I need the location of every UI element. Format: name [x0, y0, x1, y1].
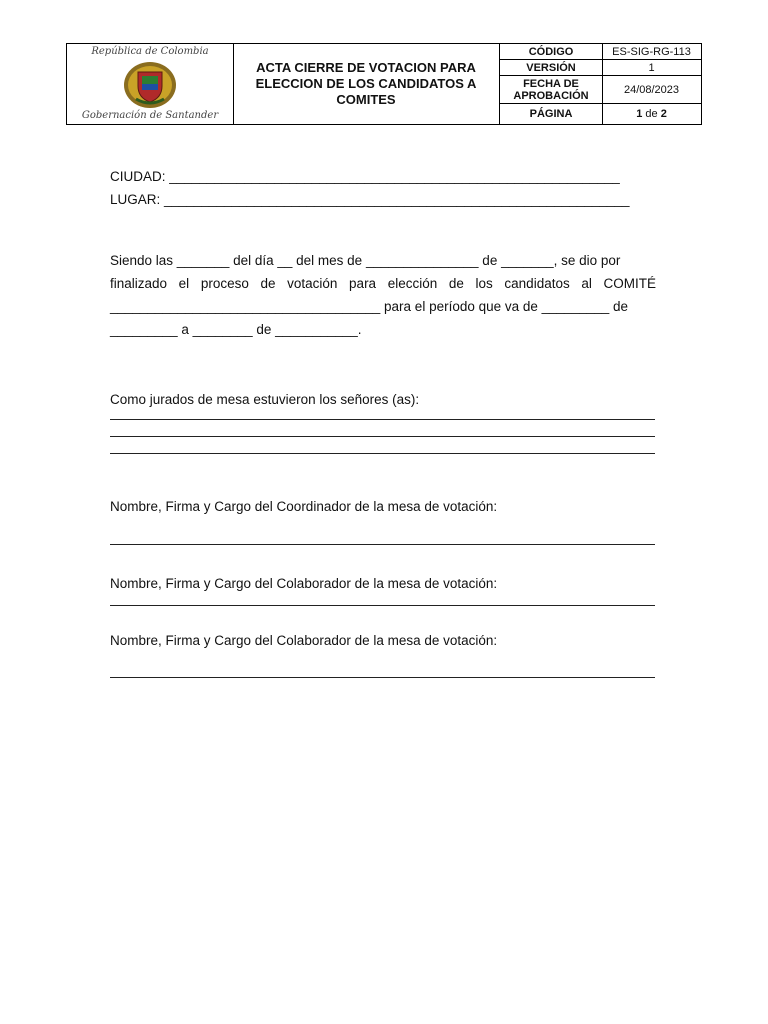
coat-of-arms-logo	[120, 59, 180, 111]
logo-bottom-text: Gobernación de Santander	[81, 110, 219, 121]
colaborador-1-signature-line	[110, 605, 655, 606]
colaborador-2-label: Nombre, Firma y Cargo del Colaborador de la mesa de votación:	[110, 633, 498, 648]
logo-top-text: República de Colombia	[91, 46, 209, 57]
paragraph-line-2: finalizado el proceso de votación para elección de los candidatos al COMITÉ	[110, 276, 656, 291]
codigo-label: CÓDIGO	[500, 44, 603, 59]
paragraph-line-1: Siendo las _______ del día __ del mes de _______________ de _______, se dio por	[110, 253, 621, 268]
paragraph-line-3: ____________________________________ para el período que va de _________ de	[110, 299, 628, 314]
version-row	[500, 60, 701, 76]
jurado-line	[110, 419, 655, 420]
fecha-row	[500, 76, 701, 104]
pagina-total: 2	[660, 108, 667, 120]
pagina-value	[602, 104, 701, 124]
pagina-row	[500, 104, 701, 124]
coordinador-label: Nombre, Firma y Cargo del Coordinador de la mesa de votación:	[110, 499, 498, 514]
jurados-label: Como jurados de mesa estuvieron los señores (as):	[110, 392, 420, 407]
fecha-label: FECHA DE APROBACIÓN	[500, 76, 603, 103]
jurado-line	[110, 436, 655, 437]
jurado-line	[110, 453, 655, 454]
codigo-row	[500, 44, 701, 60]
pagina-label: PÁGINA	[500, 104, 603, 124]
version-label: VERSIÓN	[500, 60, 603, 75]
pagina-of: de	[645, 108, 658, 120]
logo-cell	[67, 44, 234, 124]
colaborador-2-signature-line	[110, 677, 655, 678]
ciudad-field: CIUDAD: ____________________________________________________________	[110, 169, 620, 184]
document-header	[66, 43, 702, 125]
colaborador-1-label: Nombre, Firma y Cargo del Colaborador de la mesa de votación:	[110, 576, 498, 591]
coordinador-signature-line	[110, 544, 655, 545]
pagina-current: 1	[636, 108, 643, 120]
document-title: ACTA CIERRE DE VOTACION PARA ELECCION DE LOS CANDIDATOS A COMITES	[233, 44, 500, 124]
metadata-table	[500, 44, 701, 124]
version-value: 1	[648, 61, 655, 74]
codigo-value: ES-SIG-RG-113	[612, 45, 691, 58]
lugar-field: LUGAR: ______________________________________________________________	[110, 192, 630, 207]
paragraph-line-4: _________ a ________ de ___________.	[110, 322, 362, 337]
fecha-value: 24/08/2023	[623, 83, 680, 96]
